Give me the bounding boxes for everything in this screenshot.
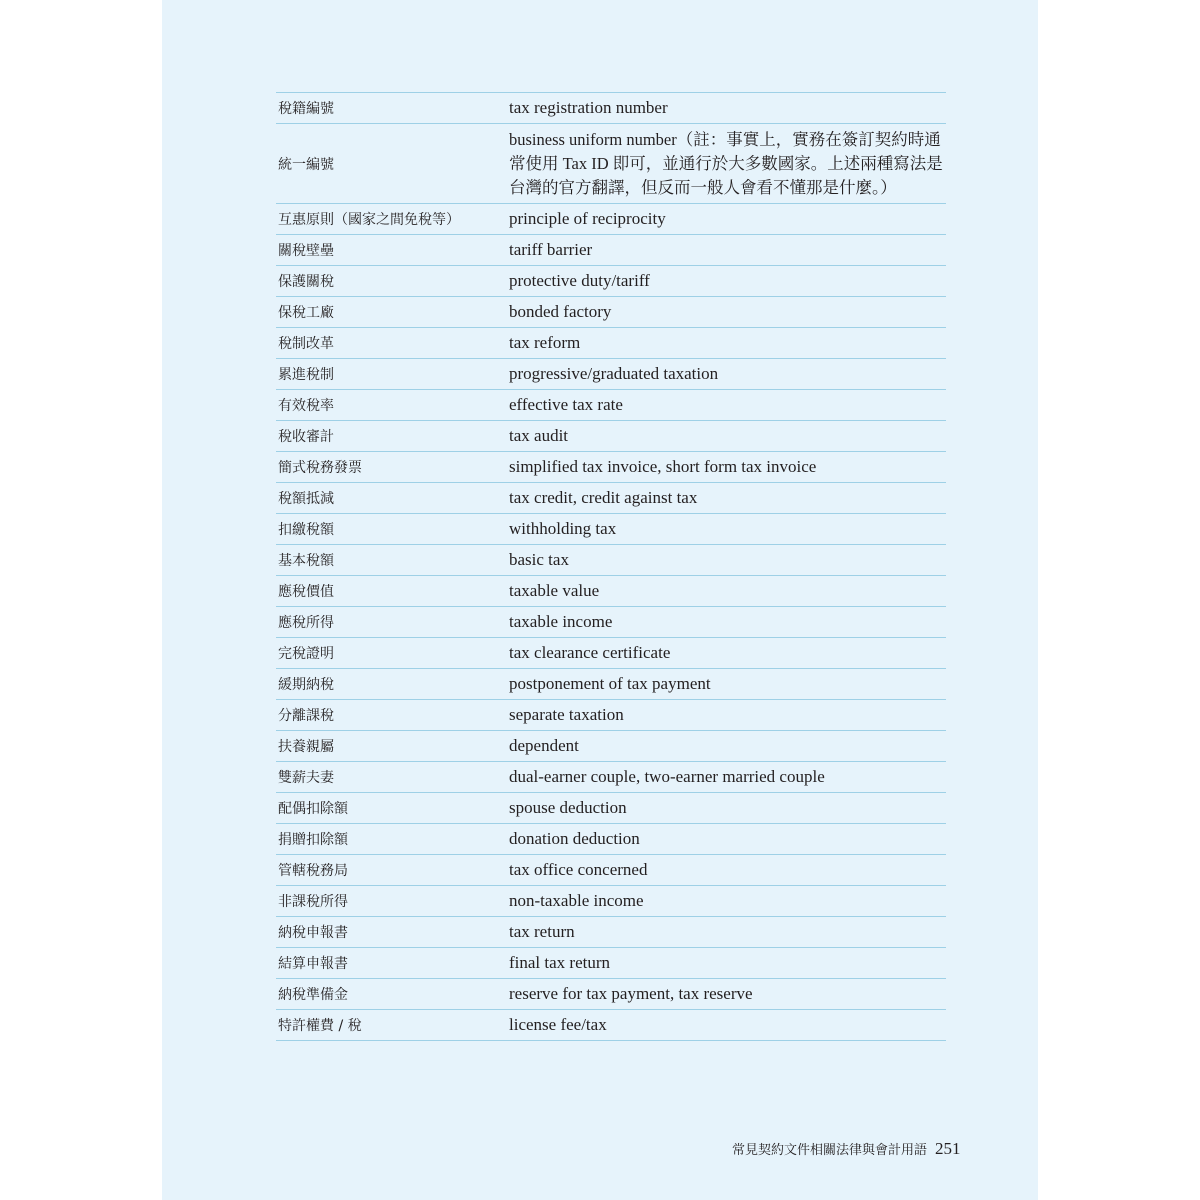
chinese-term: 雙薪夫妻 xyxy=(278,770,334,786)
glossary-row xyxy=(276,124,946,204)
chinese-term: 保稅工廠 xyxy=(278,305,334,321)
english-term: non-taxable income xyxy=(509,891,644,910)
chinese-term: 結算申報書 xyxy=(278,956,348,972)
glossary-row xyxy=(276,204,946,235)
page-number: 251 xyxy=(935,1139,961,1158)
chinese-term: 分離課稅 xyxy=(278,708,334,724)
english-term: bonded factory xyxy=(509,302,612,321)
glossary-row xyxy=(276,390,946,421)
chinese-term: 基本稅額 xyxy=(278,553,334,569)
glossary-row xyxy=(276,1010,946,1041)
book-page xyxy=(162,0,1038,1200)
english-term: business uniform number（註：事實上，實務在簽訂契約時通常使用 Tax ID 即可，並通行於大多數國家。上述兩種寫法是台灣的官方翻譯，但反而一般人會看不懂那是什麼。） xyxy=(509,129,943,197)
glossary-row xyxy=(276,297,946,328)
glossary-row xyxy=(276,483,946,514)
glossary-row xyxy=(276,979,946,1010)
chinese-term: 緩期納稅 xyxy=(278,677,334,693)
english-term: final tax return xyxy=(509,953,611,972)
chinese-term: 關稅壁壘 xyxy=(278,243,334,259)
glossary-row xyxy=(276,793,946,824)
chinese-term: 配偶扣除額 xyxy=(278,801,348,817)
chinese-term: 特許權費 / 稅 xyxy=(278,1018,362,1034)
english-term: separate taxation xyxy=(509,705,624,724)
english-term: tax office concerned xyxy=(509,860,648,879)
glossary-row xyxy=(276,731,946,762)
english-term: tax audit xyxy=(509,426,569,445)
english-term: tax return xyxy=(509,922,575,941)
english-term: tax credit, credit against tax xyxy=(509,488,698,507)
english-term: license fee/tax xyxy=(509,1015,607,1034)
glossary-row xyxy=(276,545,946,576)
chinese-term: 應稅所得 xyxy=(278,615,334,631)
english-term: taxable income xyxy=(509,612,613,631)
glossary-row xyxy=(276,266,946,297)
chinese-term: 累進稅制 xyxy=(278,367,334,383)
glossary-row xyxy=(276,452,946,483)
glossary-row xyxy=(276,359,946,390)
glossary-row xyxy=(276,824,946,855)
english-term: principle of reciprocity xyxy=(509,209,666,228)
english-term: progressive/graduated taxation xyxy=(509,364,719,383)
chinese-term: 捐贈扣除額 xyxy=(278,832,348,848)
chinese-term: 扶養親屬 xyxy=(278,739,334,755)
english-term: tax clearance certificate xyxy=(509,643,671,662)
glossary-row xyxy=(276,93,946,124)
english-term: tariff barrier xyxy=(509,240,593,259)
chinese-term: 納稅準備金 xyxy=(278,987,348,1003)
chinese-term: 應稅價值 xyxy=(278,584,334,600)
glossary-row xyxy=(276,607,946,638)
english-term: donation deduction xyxy=(509,829,640,848)
chinese-term: 稅收審計 xyxy=(278,429,334,445)
chinese-term: 非課稅所得 xyxy=(278,894,348,910)
english-term: basic tax xyxy=(509,550,569,569)
english-term: effective tax rate xyxy=(509,395,623,414)
chinese-term: 保護關稅 xyxy=(278,274,334,290)
glossary-row xyxy=(276,669,946,700)
chinese-term: 稅額抵減 xyxy=(278,491,334,507)
chinese-term: 完稅證明 xyxy=(278,646,334,662)
glossary-row xyxy=(276,576,946,607)
english-term: postponement of tax payment xyxy=(509,674,711,693)
chinese-term: 互惠原則（國家之間免稅等） xyxy=(278,212,460,228)
english-term: withholding tax xyxy=(509,519,617,538)
glossary-row xyxy=(276,762,946,793)
chinese-term: 稅制改革 xyxy=(278,336,334,352)
page-footer xyxy=(732,1139,961,1159)
running-footer-title: 常見契約文件相關法律與會計用語 xyxy=(732,1143,928,1158)
glossary-row xyxy=(276,948,946,979)
chinese-term: 扣繳稅額 xyxy=(278,522,334,538)
chinese-term: 管轄稅務局 xyxy=(278,863,348,879)
english-term: dual-earner couple, two-earner married couple xyxy=(509,767,825,786)
glossary-row xyxy=(276,235,946,266)
chinese-term: 有效稅率 xyxy=(278,398,334,414)
chinese-term: 簡式稅務發票 xyxy=(278,460,362,476)
english-term: tax registration number xyxy=(509,98,668,117)
glossary-row xyxy=(276,917,946,948)
chinese-term: 統一編號 xyxy=(278,156,334,173)
glossary-row xyxy=(276,328,946,359)
english-term: tax reform xyxy=(509,333,581,352)
glossary-row xyxy=(276,700,946,731)
glossary-row xyxy=(276,638,946,669)
glossary-row xyxy=(276,855,946,886)
glossary-row xyxy=(276,421,946,452)
english-term: reserve for tax payment, tax reserve xyxy=(509,984,753,1003)
chinese-term: 稅籍編號 xyxy=(278,101,334,117)
glossary-row xyxy=(276,886,946,917)
english-term: taxable value xyxy=(509,581,600,600)
english-term: spouse deduction xyxy=(509,798,627,817)
chinese-term: 納稅申報書 xyxy=(278,925,348,941)
english-term: dependent xyxy=(509,736,579,755)
glossary-table xyxy=(276,92,946,1041)
english-term: simplified tax invoice, short form tax invoice xyxy=(509,457,817,476)
glossary-row xyxy=(276,514,946,545)
english-term: protective duty/tariff xyxy=(509,271,650,290)
